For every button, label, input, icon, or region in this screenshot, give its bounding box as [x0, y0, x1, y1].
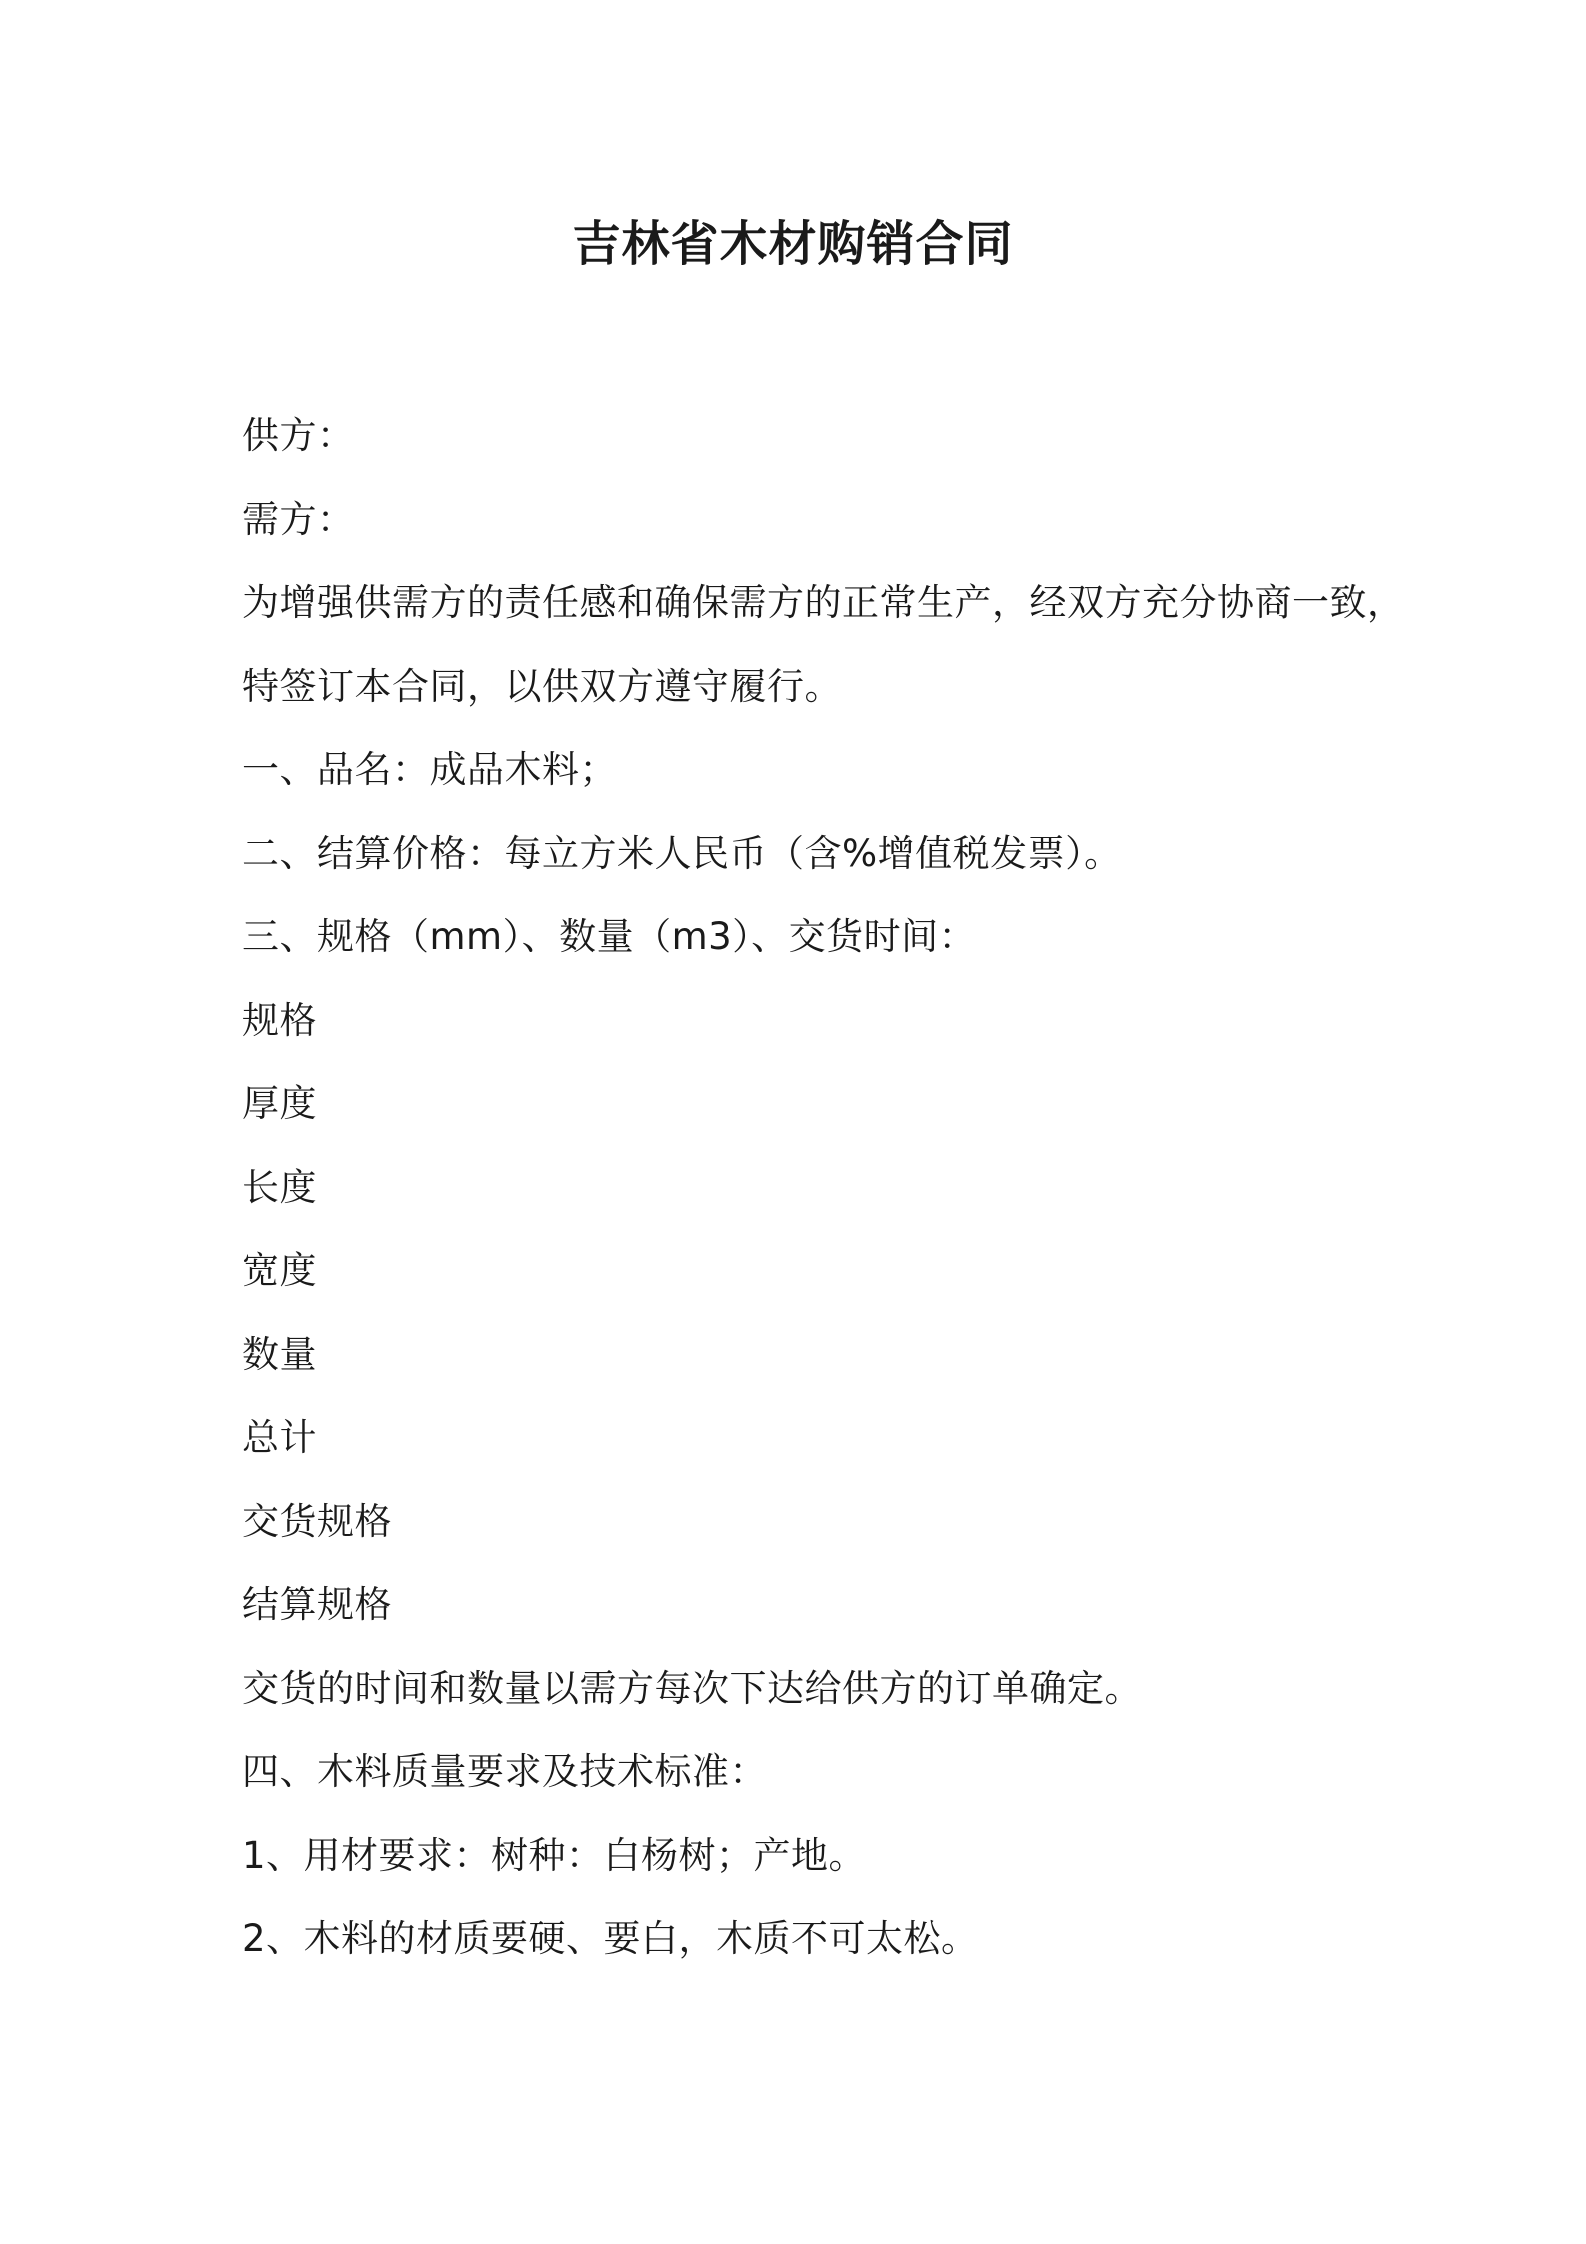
field-settlement-spec: 结算规格: [242, 1583, 392, 1626]
preamble-line-1: 为增强供需方的责任感和确保需方的正常生产，经双方充分协商一致，: [242, 581, 1405, 624]
field-length: 长度: [242, 1165, 317, 1209]
preamble-line-2: 特签订本合同，以供双方遵守履行。: [242, 664, 842, 708]
field-spec: 规格: [242, 998, 317, 1042]
quality-item-1: 1、用材要求：树种：白杨树；产地。: [242, 1833, 867, 1877]
contract-body: [242, 406, 1442, 1993]
buyer-line: 需方：: [242, 497, 355, 541]
field-thickness: 厚度: [242, 1082, 317, 1125]
clause-quality-standards: 四、木料质量要求及技术标准：: [242, 1750, 767, 1793]
clause-spec-quantity-delivery: 三、规格（mm）、数量（m3）、交货时间：: [242, 915, 977, 958]
supplier-line: 供方：: [242, 414, 355, 457]
field-quantity: 数量: [242, 1332, 317, 1376]
field-delivery-spec: 交货规格: [242, 1499, 392, 1543]
clause-product-name: 一、品名：成品木料；: [242, 748, 617, 791]
document-title: 吉林省木材购销合同: [572, 216, 1014, 272]
field-total: 总计: [242, 1416, 317, 1459]
field-width: 宽度: [242, 1249, 317, 1292]
quality-item-2: 2、木料的材质要硬、要白，木质不可太松。: [242, 1917, 979, 1960]
clause-settlement-price: 二、结算价格：每立方米人民币（含%增值税发票）。: [242, 831, 1122, 875]
delivery-order-note: 交货的时间和数量以需方每次下达给供方的订单确定。: [242, 1666, 1142, 1710]
